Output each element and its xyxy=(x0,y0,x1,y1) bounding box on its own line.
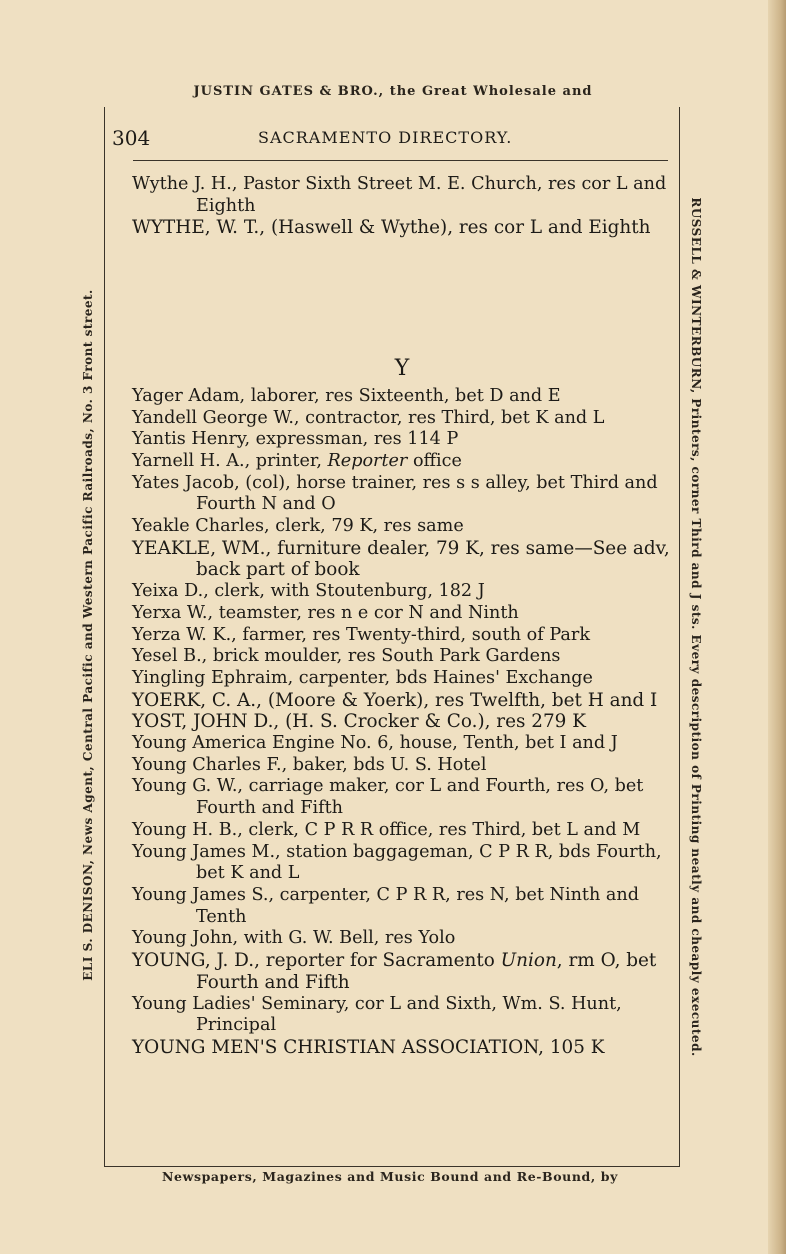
directory-entry: Young H. B., clerk, C P R R office, res Third, bet L and M xyxy=(132,819,641,840)
directory-entry: Young James M., station baggageman, C P R R, bds Fourth, bet K and L xyxy=(132,841,662,884)
directory-listing xyxy=(132,174,672,1059)
head-rule xyxy=(133,160,668,161)
directory-entry: YOST, JOHN D., (H. S. Crocker & Co.), res 279 K xyxy=(132,711,586,733)
directory-entry: Yager Adam, laborer, res Sixteenth, bet D and E xyxy=(132,385,561,406)
header-advertisement: JUSTIN GATES & BRO., the Great Wholesale and xyxy=(193,84,593,99)
directory-entry: Yeakle Charles, clerk, 79 K, res same xyxy=(132,516,464,537)
page-edge xyxy=(768,0,786,1254)
directory-entry: Young Charles F., baker, bds U. S. Hotel xyxy=(132,754,487,775)
directory-entry: Young John, with G. W. Bell, res Yolo xyxy=(132,928,456,949)
directory-entry: YOUNG MEN'S CHRISTIAN ASSOCIATION, 105 K xyxy=(132,1036,605,1058)
directory-entry: Yerza W. K., farmer, res Twenty-third, south of Park xyxy=(132,624,590,645)
directory-entry: WYTHE, W. T., (Haswell & Wythe), res cor L and Eighth xyxy=(132,217,651,239)
entry-text: , rm O, bet Fourth and Fifth xyxy=(196,950,657,993)
frame-rule-bottom xyxy=(104,1166,680,1167)
directory-entry: YEAKLE, WM., furniture dealer, 79 K, res same—See adv, back part of book xyxy=(132,537,670,581)
entry-text: YOUNG, J. D., reporter for Sacramento xyxy=(132,950,501,972)
directory-entry: Yantis Henry, expressman, res 114 P xyxy=(132,429,459,450)
directory-entry: Yandell George W., contractor, res Third, bet K and L xyxy=(132,407,605,428)
directory-entry: Young James S., carpenter, C P R R, res N, bet Ninth and Tenth xyxy=(132,884,639,927)
running-head: SACRAMENTO DIRECTORY. xyxy=(258,128,513,147)
frame-rule-left xyxy=(104,107,105,1167)
directory-entry: Yerxa W., teamster, res n e cor N and Ninth xyxy=(132,602,519,623)
directory-entry xyxy=(132,451,672,473)
entry-text: office xyxy=(407,450,462,471)
frame-rule-right xyxy=(679,107,680,1167)
newspaper-name: Reporter xyxy=(327,450,408,471)
entry-text: Yarnell H. A., printer, xyxy=(132,450,328,471)
directory-entry: Young Ladies' Seminary, cor L and Sixth, Wm. S. Hunt, Principal xyxy=(132,993,622,1036)
directory-entry: Yingling Ephraim, carpenter, bds Haines' Exchange xyxy=(132,667,593,688)
page-number: 304 xyxy=(112,126,151,150)
directory-entry xyxy=(132,950,672,993)
directory-entry: Young America Engine No. 6, house, Tenth, bet I and J xyxy=(132,733,618,754)
footer-advertisement: Newspapers, Magazines and Music Bound and Re-Bound, by xyxy=(162,1169,618,1184)
directory-entry: Wythe J. H., Pastor Sixth Street M. E. Church, res cor L and Eighth xyxy=(132,174,667,216)
left-margin-advertisement: ELI S. DENISON, News Agent, Central Pacific and Western Pacific Railroads, No. 3 Front street. xyxy=(81,289,95,981)
directory-entry: Yesel B., brick moulder, res South Park Gardens xyxy=(132,646,561,667)
directory-entry: Yates Jacob, (col), horse trainer, res s s alley, bet Third and Fourth N and O xyxy=(132,472,658,515)
directory-entry: YOERK, C. A., (Moore & Yoerk), res Twelfth, bet H and I xyxy=(132,689,658,711)
newspaper-name: Union xyxy=(500,950,557,972)
directory-entry: Yeixa D., clerk, with Stoutenburg, 182 J xyxy=(132,581,485,602)
section-letter: Y xyxy=(394,356,410,382)
right-margin-advertisement: RUSSELL & WINTERBURN, Printers, corner Third and J sts. Every description of Printing neatly and cheaply executed. xyxy=(689,197,703,1057)
directory-entry: Young G. W., carriage maker, cor L and Fourth, res O, bet Fourth and Fifth xyxy=(132,776,644,819)
